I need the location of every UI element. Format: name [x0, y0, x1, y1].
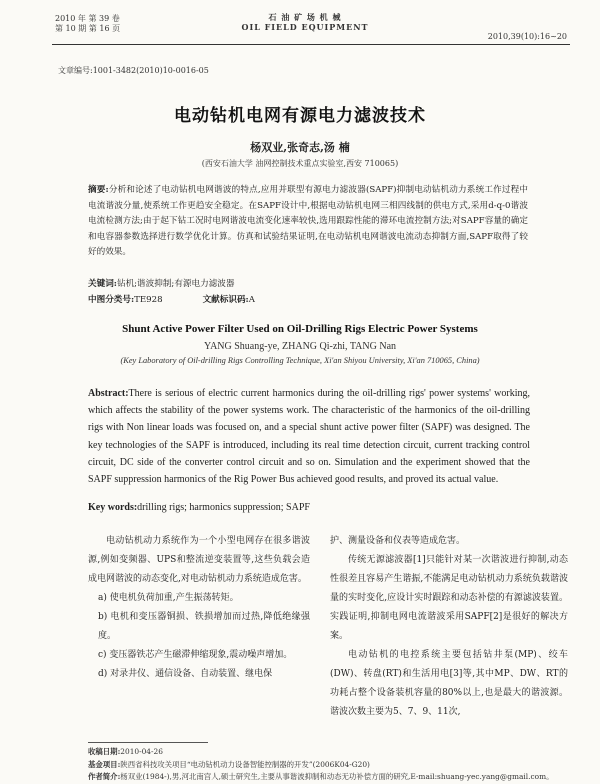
affiliation-en: (Key Laboratory of Oil-drilling Rigs Controlling Technique, Xi'an Shiyou University, Xi'an 710065, China) [120, 356, 480, 365]
keywords-cn-label: 关键词: [88, 279, 117, 289]
volume-line: 2010 年 第 39 卷 [55, 14, 120, 23]
abstract-en-label: Abstract: [88, 388, 129, 399]
abstract-cn [88, 183, 528, 261]
body-paragraph: 护、测量设备和仪表等造成危害。 [330, 536, 466, 546]
received-value: 2010-04-26 [120, 747, 163, 756]
issue-line: 第 10 期 第 16 页 [55, 24, 121, 33]
article-number: 文章编号:1001-3482(2010)10-0016-05 [58, 66, 209, 75]
citation: 2010,39(10):16~20 [487, 32, 567, 41]
body-paragraph: 电动钻机动力系统作为一个小型电网存在很多谐波源,例如变频器、UPS和整流逆变装置等,这些负载会造成电网谐波的动态变化,对电动钻机动力系统造成危害。 [88, 536, 310, 584]
body-paragraph: 传统无源滤波器[1]只能针对某一次谐波进行抑制,动态性很差且容易产生谐振,不能满足电动钻机动力系统负载谐波量的实时变化,应设计实时跟踪和动态补偿的有源滤波装置。实践证明,抑制电网电流谐波采用SAPF[2]是很好的解决方案。 [330, 555, 568, 641]
keywords-cn [88, 277, 528, 289]
affiliation-cn: (西安石油大学 油网控制技术重点实验室,西安 710065) [201, 159, 399, 168]
received-label: 收稿日期: [88, 747, 121, 756]
journal-masthead [230, 12, 380, 32]
abstract-en [88, 385, 530, 488]
header-divider [52, 44, 570, 45]
doc-code-label: 文献标识码: [202, 295, 249, 305]
keywords-en-text: drilling rigs; harmonics suppression; SAPF [137, 502, 310, 513]
journal-name-en: OIL FIELD EQUIPMENT [241, 22, 369, 32]
footnote [88, 746, 566, 784]
clc-label: 中图分类号: [88, 295, 135, 305]
abstract-en-text: There is serious of electric current harmonics during the oil-drilling rigs' power systems' working, which affects the stability of the power systems work. The characteristic of the harmonics of the oil-drilling rigs with Non linear loads was focused on, and a special shunt active power filter (SAPF) was designed. The key technologies of the SAPF is introduced, including its real time detection circuit, current tracking control circuit, DC side of the converter control circuit and so on. Simulation and the experiment showed that the SAPF suppression harmonics of the Rig Power Bus achieved good results, and proved its actual value. [88, 388, 530, 486]
body-column-left [88, 532, 310, 684]
received-date [88, 746, 566, 759]
body-column-right [330, 532, 568, 722]
journal-name-cn: 石 油 矿 场 机 械 [268, 12, 342, 22]
doc-code-value: A [248, 295, 255, 305]
fund-info [88, 759, 566, 772]
authors-cn: 杨双业,张奇志,汤 楠 [250, 141, 350, 154]
keywords-cn-text: 钻机;谐波抑制;有源电力滤波器 [116, 279, 235, 289]
clc-value: TE928 [134, 295, 163, 305]
author-label: 作者简介: [88, 772, 121, 781]
journal-volume-info [55, 14, 120, 34]
footnote-divider [88, 742, 208, 743]
fund-label: 基金项目: [88, 759, 121, 769]
body-paragraph: 电动钻机的电控系统主要包括钻井泵(MP)、绞车(DW)、转盘(RT)和生活用电[3]等,其中MP、DW、RT的功耗占整个设备装机容量的80%以上,也是最大的谐波源。谐波次数主要为5、7、9、11次, [330, 650, 568, 717]
abstract-cn-text: 分析和论述了电动钻机电网谐波的特点,应用并联型有源电力滤波器(SAPF)抑制电动钻机动力系统工作过程中电流谐波分量,使系统工作更趋安全稳定。在SAPF设计中,根据电动钻机电网三相四线制的供电方式,采用d-q-0谐波电流检测方法;由于起下钻工况时电网谐波电流变化速率较快,选用跟踪性能的滞环电流控制方法;对SAPF容量的确定和电容器参数选择进行数学优化计算。仿真和试验结果证明,在电动钻机电网谐波电流动态抑制方面,SAPF取得了较好的效果。 [88, 185, 528, 258]
authors-en: YANG Shuang-ye, ZHANG Qi-zhi, TANG Nan [203, 341, 397, 352]
paper-title-cn: 电动钻机电网有源电力滤波技术 [174, 106, 426, 126]
list-item: d) 对录井仪、通信设备、自动装置、继电保 [98, 669, 273, 679]
abstract-cn-label: 摘要: [88, 185, 109, 195]
author-bio [88, 771, 566, 784]
fund-value: 陕西省科技攻关项目“电动钻机动力设备智能控制器的开发”(2006K04-G20) [120, 759, 370, 769]
keywords-en [88, 502, 530, 513]
list-item: c) 变压器铁芯产生磁滞伸缩现象,震动噪声增加。 [98, 650, 293, 660]
list-item: a) 使电机负荷加重,产生振荡转矩。 [98, 593, 239, 603]
classification [88, 293, 528, 305]
author-value: 杨双业(1984-),男,河北南宫人,硕士研究生,主要从事谐波抑制和动态无功补偿方面的研究,E-mail:shuang-yec.yang@gmail.com。 [120, 772, 554, 781]
keywords-en-label: Key words: [88, 502, 138, 513]
list-item: b) 电机和变压器铜损、铁损增加而过热,降低绝缘强度。 [98, 612, 310, 641]
paper-title-en: Shunt Active Power Filter Used on Oil-Drilling Rigs Electric Power Systems [122, 323, 478, 335]
